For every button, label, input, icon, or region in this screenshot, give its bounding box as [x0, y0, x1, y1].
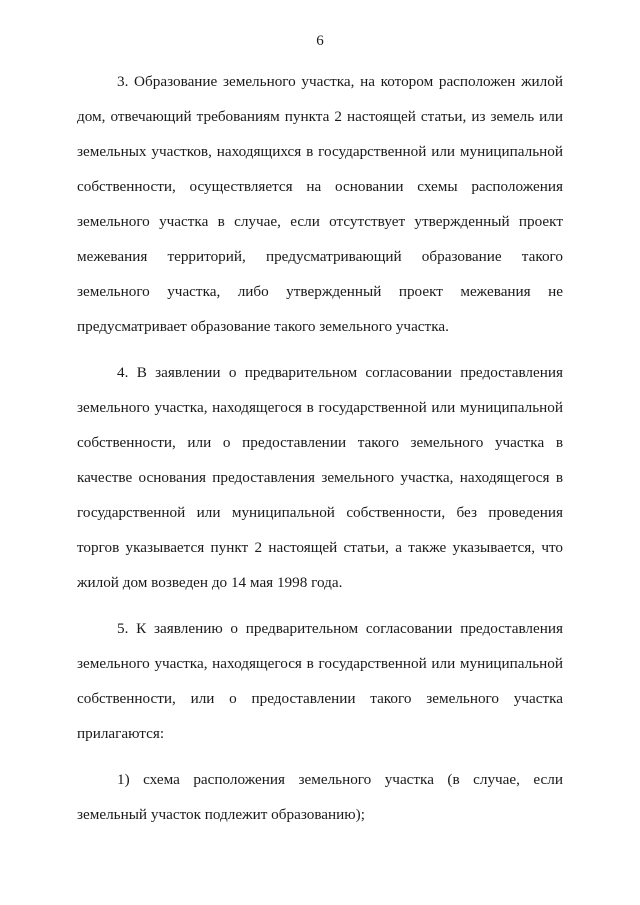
list-item-1: 1) схема расположения земельного участка (в случае, если земельный участок подлежит образованию);: [77, 771, 563, 823]
page-number: 6: [316, 33, 324, 49]
paragraph-5: 5. К заявлению о предварительном согласовании предоставления земельного участка, находящегося в государственной или муниципальной собственности, или о предоставлении такого земельного участка прилагаются:: [77, 620, 563, 742]
paragraph-4: 4. В заявлении о предварительном согласовании предоставления земельного участка, находящегося в государственной или муниципальной собственности, или о предоставлении такого земельного участка в качестве основания предоставления земельного участка, находящегося в государственной или муниципальной собственности, без проведения торгов указывается пункт 2 настоящей статьи, а также указывается, что жилой дом возведен до 14 мая 1998 года.: [77, 364, 563, 591]
paragraph-3: 3. Образование земельного участка, на котором расположен жилой дом, отвечающий требованиям пункта 2 настоящей статьи, из земель или земельных участков, находящихся в государственной или муниципальной собственности, осуществляется на основании схемы расположения земельного участка в случае, если отсутствует утвержденный проект межевания территорий, предусматривающий образование такого земельного участка, либо утвержденный проект межевания не предусматривает образование такого земельного участка.: [77, 73, 563, 335]
document-body: [77, 64, 563, 832]
